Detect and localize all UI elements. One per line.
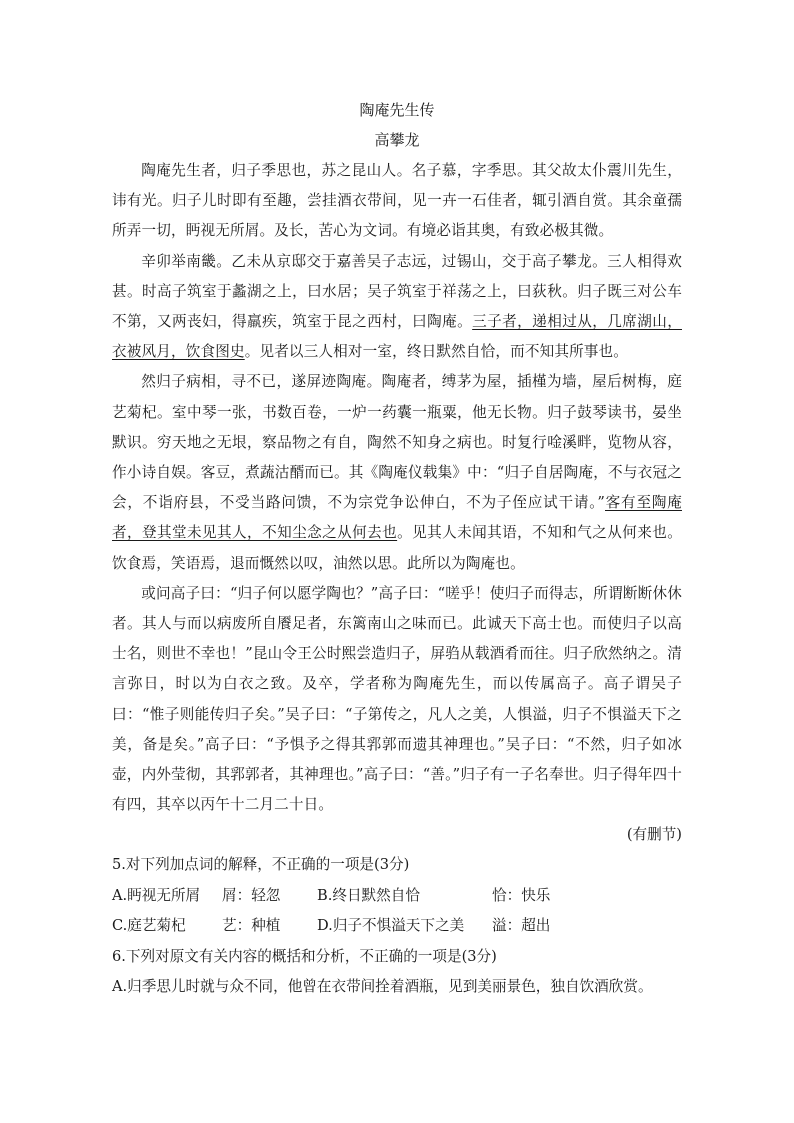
question-5-options [112,881,682,942]
option-c: C.庭艺菊杞 [112,917,186,935]
page-title: 陶庵先生传 [359,101,435,119]
underlined-sentence: 三子者，递相过从，几席湖山，衣被风月，饮食图史 [112,313,682,361]
paragraph-text: 。见其人未闻其语，不知和气之从何来也。饮食焉，笑语焉，退而慨然以叹，油然以思。此所以为陶庵也。 [112,524,682,572]
question-6-stem: 6.下列对原文有关内容的概括和分析，不正确的一项是(3分) [112,947,497,965]
paragraph-3 [112,367,682,578]
option-a: A.眄视无所屑 [112,886,201,904]
option-b-gloss: 恰：快乐 [492,886,551,904]
paragraph-text: 。见者以三人相对一室，终日默然自恰，而不知其所事也。 [244,343,629,361]
option-b: B.终日默然自恰 [317,886,420,904]
question-5-stem: 5.对下列加点词的解释，不正确的一项是(3分) [112,856,410,874]
paragraph-text: 然归子病相，寻不已，遂屏迹陶庵。陶庵者，缚茅为屋，插槿为墙，屋后树梅，庭艺菊杞。室中琴一张，书数百卷，一炉一药囊一瓶粟，他无长物。归子鼓琴读书，晏坐默识。穷天地之无垠，察品物之有自，陶然不知身之病也。时复行唫溪畔，览物从容，作小诗自娱。客豆，煮蔬沽醑而已。其《陶庵仪载集》中：“归子自居陶庵，不与衣冠之会，不诣府县，不受当路问馈，不为宗党争讼伸白，不为子侄应试干请。” [112,373,682,512]
option-d-gloss: 溢：超出 [492,917,551,935]
option-a-gloss: 屑：轻忽 [222,886,281,904]
paragraph-4 [112,579,682,821]
paragraph-text: 或问高子曰：“归子何以愿学陶也？”高子曰：“嗟乎！使归子而得志，所谓断断休休者。其人与而以病废所自餍足者，东篱南山之味而已。此诚天下高士也。而使归子以高士名，则世不幸也！”昆山令王公时熙尝造归子，屏驺从载酒肴而往。归子欣然纳之。清言弥日，时以为白衣之致。及卒，学者称为陶庵先生，而以传属高子。高子谓吴子曰：“惟子则能传归子矣。”吴子曰：“子第传之，凡人之美，人惧溢，归子不惧溢天下之美，备是矣。”高子曰：“予惧予之得其郛郭而遗其神理也。”吴子曰：“不然，归子如冰壶，内外莹彻，其郛郭者，其神理也。”高子曰：“善。”归子有一子名奉世。归子得年四十有四，其卒以丙午十二月二十日。 [112,584,682,814]
option-d: D.归子不惧溢天下之美 [317,917,465,935]
option-c-gloss: 艺：种植 [222,917,281,935]
document-page [112,100,682,1003]
abridged-note: (有删节) [626,826,682,844]
question-6-option-a: A.归季思儿时就与众不同，他曾在衣带间拴着酒瓶，见到美丽景色，独自饮酒欣赏。 [112,978,653,996]
underlined-sentence: 客有至陶庵者，登其堂未见其人，不知尘念之从何去也 [112,494,682,542]
paragraph-2 [112,247,682,368]
paragraph-1 [112,156,682,247]
paragraph-text: 陶庵先生者，归子季思也，苏之昆山人。名子慕，字季思。其父故太仆震川先生，讳有光。归子儿时即有至趣，尝挂酒衣带间，见一卉一石佳者，辄引酒自赏。其余童孺所弄一切，眄视无所屑。及长，苦心为文词。有境必诣其奥，有致必极其微。 [112,162,682,240]
paragraph-text: 辛卯举南畿。乙未从京邸交于嘉善吴子志远，过锡山，交于高子攀龙。三人相得欢甚。时高子筑室于蠡湖之上，曰水居；吴子筑室于祥荡之上，曰荻秋。归子既三对公车不第，又两丧妇，得羸疾，筑室于昆之西村，曰陶庵。 [112,252,682,331]
author-name: 高攀龙 [374,131,420,149]
